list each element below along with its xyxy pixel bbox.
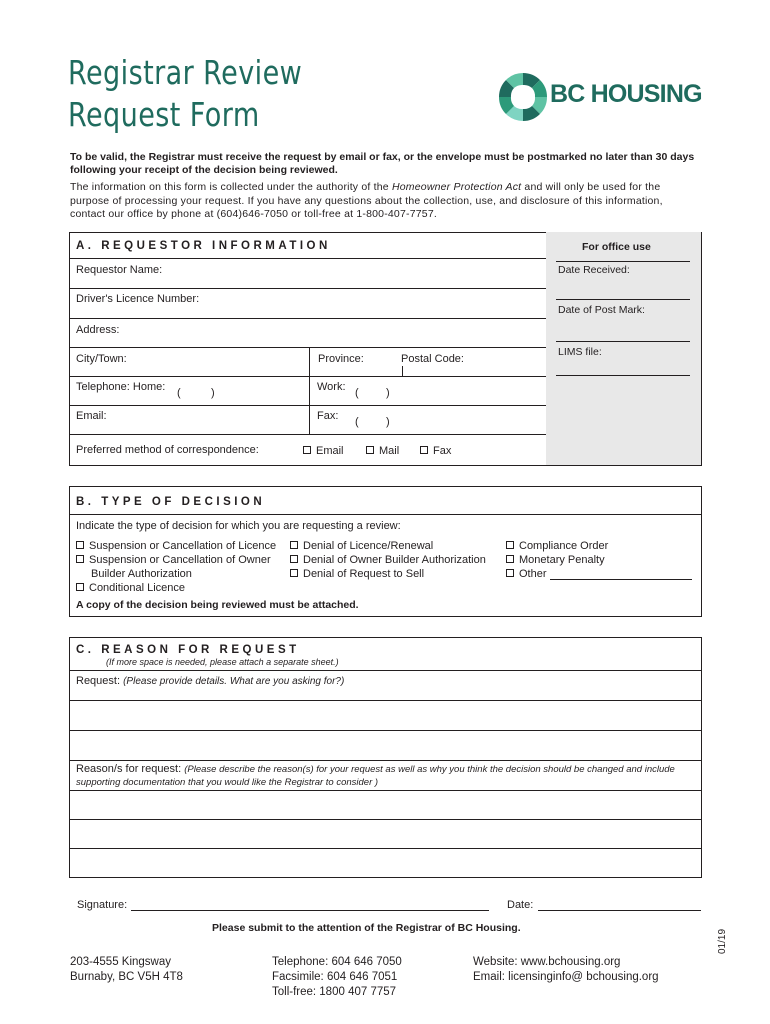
- lims-file-label: LIMS file:: [558, 346, 602, 358]
- checkbox[interactable]: [506, 569, 514, 577]
- option-suspension-owner[interactable]: Suspension or Cancellation of Owner: [76, 553, 276, 567]
- option-monetary-penalty[interactable]: Monetary Penalty: [506, 553, 608, 567]
- validity-note: To be valid, the Registrar must receive the request by email or fax, or the envelope must be postmarked no later than 30 days following your receipt of the decision being reviewed.: [70, 151, 695, 176]
- email-field[interactable]: [115, 406, 305, 433]
- decision-attach-note: A copy of the decision being reviewed must be attached.: [76, 599, 359, 611]
- form-version: 01/19: [717, 928, 728, 954]
- checkbox[interactable]: [366, 446, 374, 454]
- option-other[interactable]: Other: [506, 567, 608, 581]
- date-field[interactable]: [538, 910, 701, 911]
- section-a-title: A. REQUESTOR INFORMATION: [76, 240, 331, 252]
- telephone-home-label: Telephone: Home:: [76, 381, 166, 393]
- requestor-name-field[interactable]: [200, 259, 540, 287]
- date-label: Date:: [507, 899, 534, 911]
- privacy-note: The information on this form is collected under the authority of the Homeowner Protection Act and will only be used for the purpose of processing your request. If you have any questions about the collection, use, and disclosure of this information, contact our office by phone at (604)646-7050 or toll-free at 1-800-407-7757.: [70, 181, 663, 220]
- drivers-licence-field[interactable]: [210, 289, 540, 317]
- request-label: Request: (Please provide details. What are you asking for?): [76, 675, 345, 687]
- section-c-subtitle: (If more space is needed, please attach a separate sheet.): [106, 657, 339, 667]
- checkbox[interactable]: [303, 446, 311, 454]
- signature-label: Signature:: [77, 899, 128, 911]
- decision-col-1: Suspension or Cancellation of Licence Suspension or Cancellation of Owner Builder Authorization Conditional Licence: [76, 539, 276, 595]
- submit-note: Please submit to the attention of the Registrar of BC Housing.: [212, 922, 521, 934]
- option-conditional-licence[interactable]: Conditional Licence: [76, 581, 276, 595]
- page-title: [68, 52, 302, 136]
- section-b-title: B. TYPE OF DECISION: [76, 496, 266, 508]
- office-use-title: For office use: [582, 241, 651, 253]
- checkbox[interactable]: [76, 583, 84, 591]
- bc-housing-logo-icon: [498, 72, 548, 122]
- checkbox[interactable]: [290, 541, 298, 549]
- province-label: Province:: [318, 353, 364, 365]
- decision-col-3: [506, 539, 608, 581]
- checkbox[interactable]: [76, 541, 84, 549]
- checkbox[interactable]: [290, 555, 298, 563]
- postal-code-label: Postal Code:: [401, 353, 464, 365]
- address-label: Address:: [76, 324, 120, 336]
- option-denial-licence[interactable]: Denial of Licence/Renewal: [290, 539, 486, 553]
- checkbox[interactable]: [290, 569, 298, 577]
- option-suspension-licence[interactable]: Suspension or Cancellation of Licence: [76, 539, 276, 553]
- checkbox[interactable]: [420, 446, 428, 454]
- website-link[interactable]: Website: www.bchousing.org: [473, 956, 621, 968]
- pref-fax-option[interactable]: Fax: [420, 445, 451, 457]
- work-label: Work:: [317, 381, 346, 393]
- pref-mail-option[interactable]: Mail: [366, 445, 399, 457]
- preferred-method-label: Preferred method of correspondence:: [76, 444, 259, 456]
- email-link[interactable]: Email: licensinginfo@ bchousing.org: [473, 971, 659, 983]
- checkbox[interactable]: [506, 555, 514, 563]
- signature-field[interactable]: [131, 910, 489, 911]
- decision-col-2: [290, 539, 486, 581]
- date-postmark-label: Date of Post Mark:: [558, 304, 645, 316]
- reasons-label: Reason/s for request: (Please describe the reason(s) for your request as well as why you think the decision should be changed and include supporting documentation that you would like the Registrar to consider ): [76, 763, 675, 788]
- decision-instruction: Indicate the type of decision for which you are requesting a review:: [76, 520, 401, 532]
- address-field[interactable]: [125, 319, 540, 346]
- city-label: City/Town:: [76, 353, 127, 365]
- fax-label: Fax:: [317, 410, 339, 422]
- footer-contact: [473, 955, 659, 985]
- footer-address: 203-4555 Kingsway Burnaby, BC V5H 4T8: [70, 956, 183, 983]
- title-line-2: Request Form: [68, 95, 260, 134]
- other-field-line[interactable]: [550, 579, 692, 580]
- date-received-label: Date Received:: [558, 264, 630, 276]
- footer-phones: Telephone: 604 646 7050 Facsimile: 604 646 7051 Toll-free: 1800 407 7757: [272, 956, 402, 998]
- title-line-1: Registrar Review: [68, 53, 303, 92]
- drivers-licence-label: Driver's Licence Number:: [76, 293, 200, 305]
- requestor-name-label: Requestor Name:: [76, 264, 163, 276]
- section-c-title: C. REASON FOR REQUEST: [76, 644, 300, 656]
- checkbox[interactable]: [506, 541, 514, 549]
- option-denial-request-sell[interactable]: Denial of Request to Sell: [290, 567, 486, 581]
- email-label: Email:: [76, 410, 107, 422]
- pref-email-option[interactable]: Email: [303, 445, 344, 457]
- reasons-field[interactable]: [70, 791, 701, 877]
- logo-text: BC HOUSING: [550, 80, 702, 108]
- option-compliance-order[interactable]: Compliance Order: [506, 539, 608, 553]
- option-denial-owner-builder[interactable]: Denial of Owner Builder Authorization: [290, 553, 486, 567]
- checkbox[interactable]: [76, 555, 84, 563]
